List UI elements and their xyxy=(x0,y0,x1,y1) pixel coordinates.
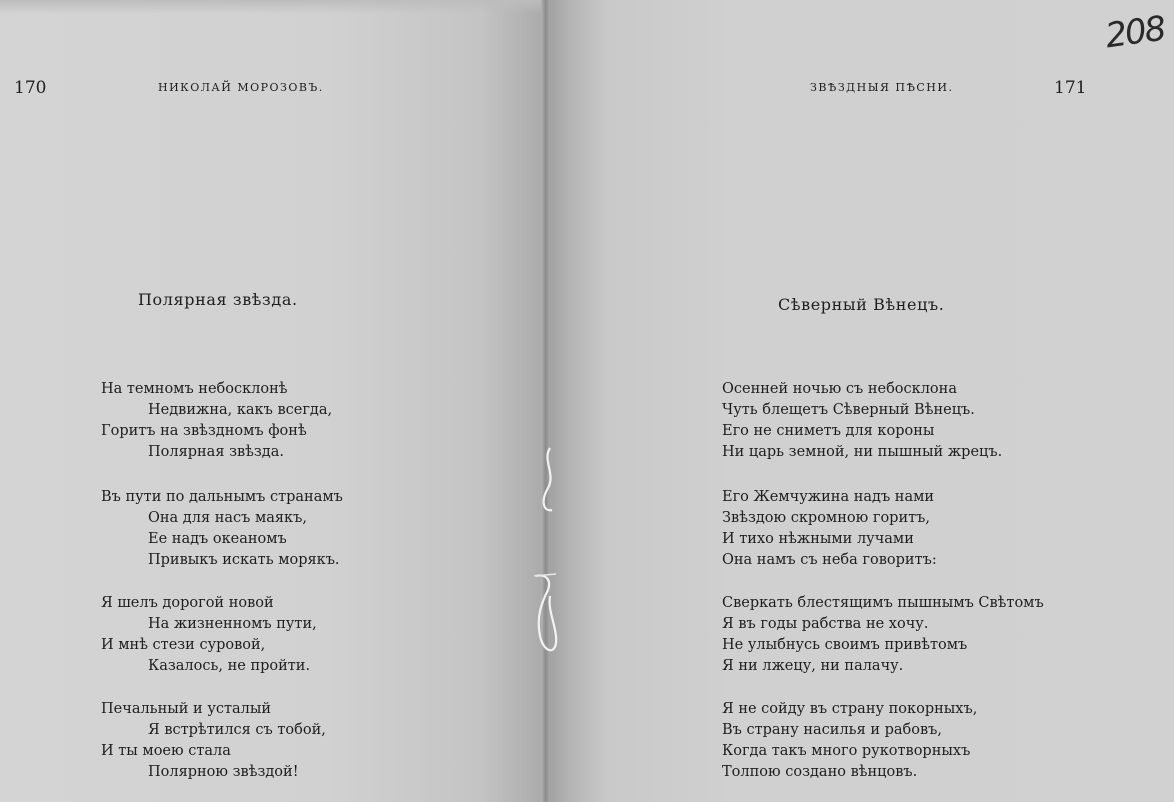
verse-line: Я въ годы рабства не хочу. xyxy=(722,616,929,632)
verse-line: И мнѣ стези суровой, xyxy=(101,637,266,653)
verse-line: Сверкать блестящимъ пышнымъ Свѣтомъ xyxy=(722,595,1044,611)
verse-line: Недвижна, какъ всегда, xyxy=(148,402,333,418)
verse-line: Въ пути по дальнымъ странамъ xyxy=(101,489,343,505)
page-shadow xyxy=(0,0,546,14)
verse-line: Его не сниметъ для короны xyxy=(722,423,935,439)
verse-line: Когда такъ много рукотворныхъ xyxy=(722,743,971,759)
verse-line: Не улыбнусь своимъ привѣтомъ xyxy=(722,637,968,653)
verse-line: Полярная звѣзда. xyxy=(148,444,284,460)
left-running-head: НИКОЛАЙ МОРОЗОВЪ. xyxy=(158,81,324,94)
left-stanza-3 xyxy=(101,593,317,677)
right-poem-title: Сѣверный Вѣнецъ. xyxy=(778,295,945,314)
right-running-head: ЗВѢЗДНЫЯ ПѢСНИ. xyxy=(810,81,954,94)
verse-line: Я шелъ дорогой новой xyxy=(101,595,274,611)
verse-line: Полярною звѣздой! xyxy=(148,764,299,780)
left-page-number: 170 xyxy=(14,78,47,98)
left-page xyxy=(0,0,546,802)
left-stanza-4 xyxy=(101,699,326,783)
verse-line: На темномъ небосклонѣ xyxy=(101,381,288,397)
right-stanza-4 xyxy=(722,699,977,783)
verse-line: Толпою создано вѣнцовъ. xyxy=(722,764,918,780)
right-stanza-3 xyxy=(722,593,1044,677)
left-poem-title: Полярная звѣзда. xyxy=(138,290,298,309)
right-stanza-1 xyxy=(722,379,1002,463)
verse-line: Печальный и усталый xyxy=(101,701,272,717)
verse-line: Казалось, не пройти. xyxy=(148,658,311,674)
verse-line: Она намъ съ неба говоритъ: xyxy=(722,552,937,568)
verse-line: Я не сойду въ страну покорныхъ, xyxy=(722,701,978,717)
right-page-number: 171 xyxy=(1054,78,1087,98)
verse-line: И тихо нѣжными лучами xyxy=(722,531,914,547)
binding-thread-icon xyxy=(522,440,570,670)
left-stanza-1 xyxy=(101,379,332,463)
left-stanza-2 xyxy=(101,487,343,571)
verse-line: Привыкъ искать морякъ. xyxy=(148,552,340,568)
verse-line: Въ страну насилья и рабовъ, xyxy=(722,722,942,738)
verse-line: Ее надъ океаномъ xyxy=(148,531,287,547)
verse-line: На жизненномъ пути, xyxy=(148,616,317,632)
handwritten-page-mark: 208 xyxy=(1102,8,1167,57)
verse-line: Я ни лжецу, ни палачу. xyxy=(722,658,904,674)
right-stanza-2 xyxy=(722,487,937,571)
right-page xyxy=(546,0,1174,802)
verse-line: Ни царь земной, ни пышный жрецъ. xyxy=(722,444,1003,460)
verse-line: Она для насъ маякъ, xyxy=(148,510,307,526)
verse-line: И ты моею стала xyxy=(101,743,231,759)
verse-line: Звѣздою скромною горитъ, xyxy=(722,510,930,526)
verse-line: Осенней ночью съ небосклона xyxy=(722,381,957,397)
verse-line: Я встрѣтился съ тобой, xyxy=(148,722,326,738)
verse-line: Его Жемчужина надъ нами xyxy=(722,489,935,505)
book-gutter xyxy=(541,0,550,802)
verse-line: Горитъ на звѣздномъ фонѣ xyxy=(101,423,307,439)
verse-line: Чуть блещетъ Сѣверный Вѣнецъ. xyxy=(722,402,975,418)
